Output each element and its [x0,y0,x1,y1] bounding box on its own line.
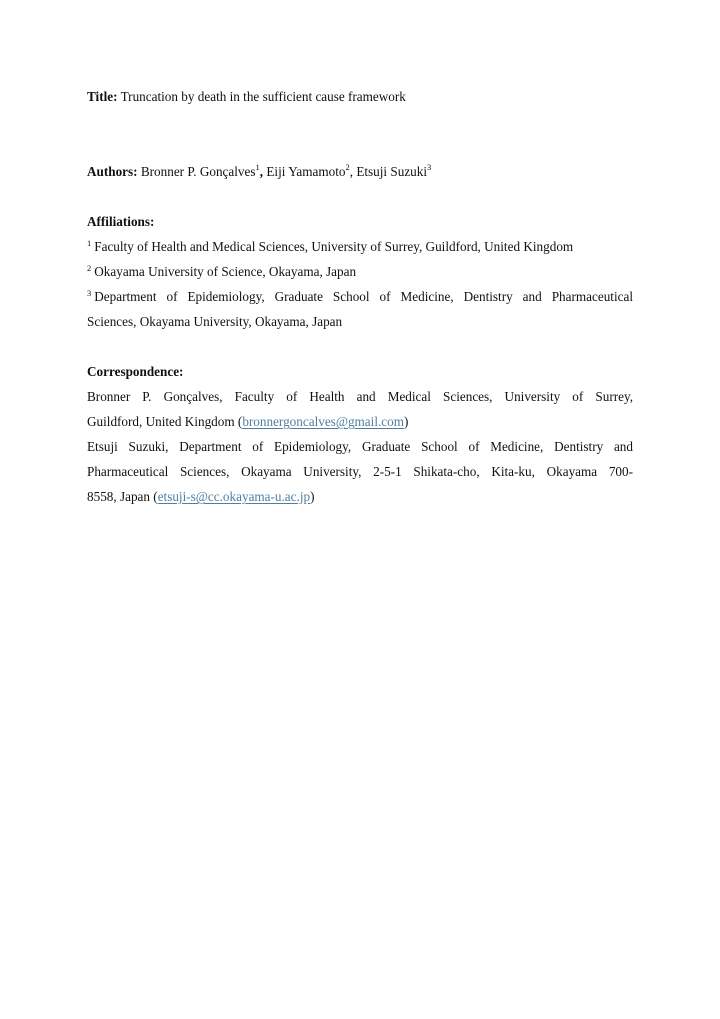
author-2 [266,161,354,179]
affiliation-2 [87,265,356,278]
authors-line [87,161,432,179]
author-3 [356,161,432,179]
author-name: Etsuji Suzuki [356,164,428,179]
author-affiliation-mark: 3 [427,161,432,172]
closing-paren: ) [404,414,409,429]
affiliation-number: 3 [87,288,92,298]
affiliation-3 [87,290,633,303]
author-name: Eiji Yamamoto [266,164,346,179]
affiliation-text: Okayama University of Science, Okayama, Japan [94,264,357,279]
correspondence-2-line-1: Etsuji Suzuki, Department of Epidemiology, Graduate School of Medicine, Dentistry and [87,439,633,454]
title-line [87,90,406,103]
correspondence-1-line-1: Bronner P. Gonçalves, Faculty of Health and Medical Sciences, University of Surrey, [87,389,633,404]
affiliation-text: Department of Epidemiology, Graduate School of Medicine, Dentistry and Pharmaceutical [94,289,633,304]
correspondence-address: 8558, Japan ( [87,489,158,504]
author-name: Bronner P. Gonçalves [140,164,256,179]
affiliations-label: Affiliations: [87,214,155,229]
author-affiliation-mark: 2 [345,161,350,172]
email-link-goncalves[interactable]: bronnergoncalves@gmail.com [242,414,404,429]
affiliation-number: 1 [87,238,92,248]
correspondence-2-line-3 [87,490,314,503]
affiliation-number: 2 [87,263,92,273]
affiliation-3-continued: Sciences, Okayama University, Okayama, Japan [87,314,343,329]
email-link-suzuki[interactable]: etsuji-s@cc.okayama-u.ac.jp [157,489,311,504]
closing-paren: ) [310,489,315,504]
affiliation-text: Faculty of Health and Medical Sciences, University of Surrey, Guildford, United Kingdom [94,239,574,254]
authors-label: Authors: [87,164,138,179]
correspondence-1-line-2 [87,415,408,428]
author-separator: , [259,164,264,179]
title-label: Title: [87,89,118,104]
paper-title: Truncation by death in the sufficient cause framework [120,89,406,104]
author-separator: , [349,164,354,179]
author-1 [140,161,264,179]
author-affiliation-mark: 1 [255,161,260,172]
correspondence-address: Guildford, United Kingdom ( [87,414,243,429]
correspondence-2-line-2: Pharmaceutical Sciences, Okayama University, 2-5-1 Shikata-cho, Kita-ku, Okayama 700- [87,464,633,479]
affiliation-1 [87,240,573,253]
correspondence-label: Correspondence: [87,364,184,379]
